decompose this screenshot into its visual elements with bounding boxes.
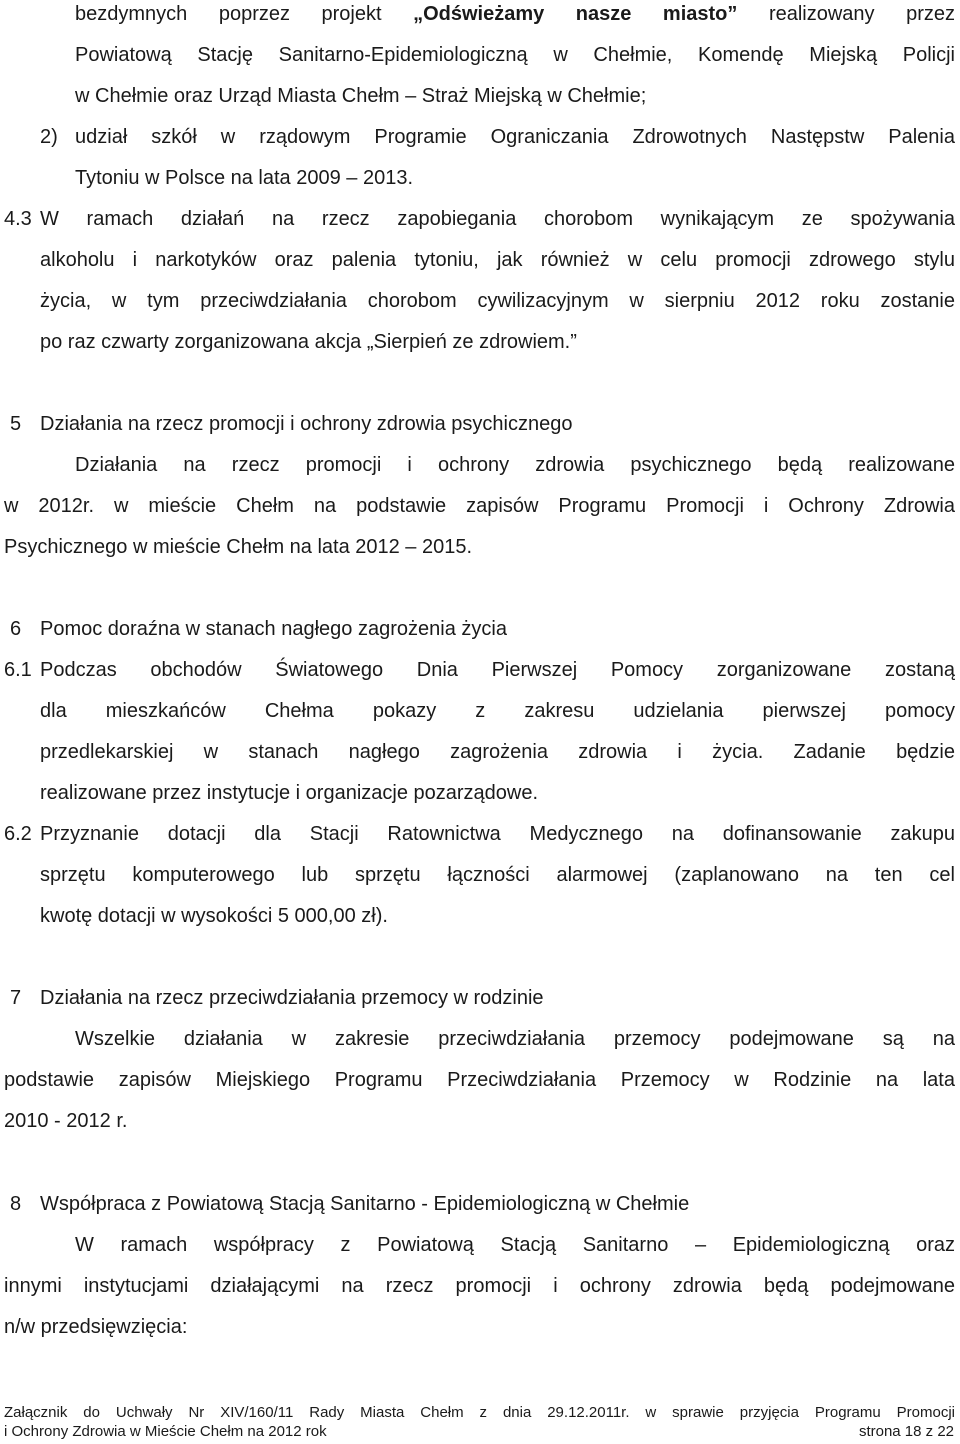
paragraph-line: innymi instytucjami działającymi na rzecz promocji i ochrony zdrowia będą podejmowane [4, 1275, 955, 1297]
paragraph-line: Powiatową Stację Sanitarno-Epidemiologiczną w Chełmie, Komendę Miejską Policji [75, 44, 955, 66]
section-number: 8 [10, 1193, 22, 1215]
paragraph-line: udział szkół w rządowym Programie Ograniczania Zdrowotnych Następstw Palenia [75, 126, 955, 148]
paragraph-number: 4.3 [4, 208, 32, 230]
text-run: bezdymnych poprzez projekt [75, 3, 414, 25]
paragraph-line: życia, w tym przeciwdziałania chorobom cywilizacyjnym w sierpniu 2012 roku zostanie [40, 290, 955, 312]
paragraph-line [75, 2, 955, 26]
paragraph-line: sprzętu komputerowego lub sprzętu łączności alarmowej (zaplanowano na ten cel [40, 864, 955, 886]
paragraph-line: Psychicznego w mieście Chełm na lata 2012 – 2015. [4, 536, 473, 558]
paragraph-line: przedlekarskiej w stanach nagłego zagrożenia zdrowia i życia. Zadanie będzie [40, 741, 955, 763]
paragraph-line: W ramach działań na rzecz zapobiegania chorobom wynikającym ze spożywania [40, 208, 955, 230]
section-number: 7 [10, 987, 22, 1009]
section-number: 6 [10, 618, 22, 640]
section-number: 5 [10, 413, 22, 435]
paragraph-number: 6.1 [4, 659, 32, 681]
paragraph-line: w 2012r. w mieście Chełm na podstawie zapisów Programu Promocji i Ochrony Zdrowia [4, 495, 955, 517]
project-name: „Odświeżamy nasze miasto” [413, 3, 738, 25]
list-number: 2) [40, 126, 58, 148]
paragraph-line: alkoholu i narkotyków oraz palenia tytoniu, jak również w celu promocji zdrowego stylu [40, 249, 955, 271]
paragraph-line: n/w przedsięwzięcia: [4, 1316, 188, 1338]
paragraph-line: 2010 - 2012 r. [4, 1110, 128, 1132]
paragraph-line: Podczas obchodów Światowego Dnia Pierwszej Pomocy zorganizowane zostaną [40, 659, 955, 681]
paragraph-number: 6.2 [4, 823, 32, 845]
paragraph-line: Działania na rzecz promocji i ochrony zdrowia psychicznego będą realizowane [75, 454, 955, 476]
section-heading: Współpraca z Powiatową Stacją Sanitarno - Epidemiologiczną w Chełmie [40, 1193, 690, 1215]
section-heading: Działania na rzecz promocji i ochrony zdrowia psychicznego [40, 413, 573, 435]
paragraph-line: Tytoniu w Polsce na lata 2009 – 2013. [75, 167, 414, 189]
paragraph-line: realizowane przez instytucje i organizacje pozarządowe. [40, 782, 539, 804]
section-heading: Pomoc doraźna w stanach nagłego zagrożenia życia [40, 618, 507, 640]
paragraph-line: w Chełmie oraz Urząd Miasta Chełm – Straż Miejską w Chełmie; [75, 85, 647, 107]
paragraph-line: kwotę dotacji w wysokości 5 000,00 zł). [40, 905, 388, 927]
section-heading: Działania na rzecz przeciwdziałania przemocy w rodzinie [40, 987, 544, 1009]
paragraph-line: Przyznanie dotacji dla Stacji Ratownictwa Medycznego na dofinansowanie zakupu [40, 823, 955, 845]
paragraph-line: dla mieszkańców Chełma pokazy z zakresu udzielania pierwszej pomocy [40, 700, 955, 722]
paragraph-line: W ramach współpracy z Powiatową Stacją Sanitarno – Epidemiologiczną oraz [75, 1234, 955, 1256]
paragraph-line: po raz czwarty zorganizowana akcja „Sierpień ze zdrowiem.” [40, 331, 577, 353]
text-run: realizowany przez [737, 3, 956, 25]
footer-line: Załącznik do Uchwały Nr XIV/160/11 Rady Miasta Chełm z dnia 29.12.2011r. w sprawie przyjęcia Programu Promocji [4, 1404, 955, 1421]
paragraph-line: Wszelkie działania w zakresie przeciwdziałania przemocy podejmowane są na [75, 1028, 955, 1050]
footer-line: i Ochrony Zdrowia w Mieście Chełm na 2012 rok [4, 1423, 327, 1440]
page-number: strona 18 z 22 [858, 1423, 954, 1440]
paragraph-line: podstawie zapisów Miejskiego Programu Przeciwdziałania Przemocy w Rodzinie na lata [4, 1069, 955, 1091]
